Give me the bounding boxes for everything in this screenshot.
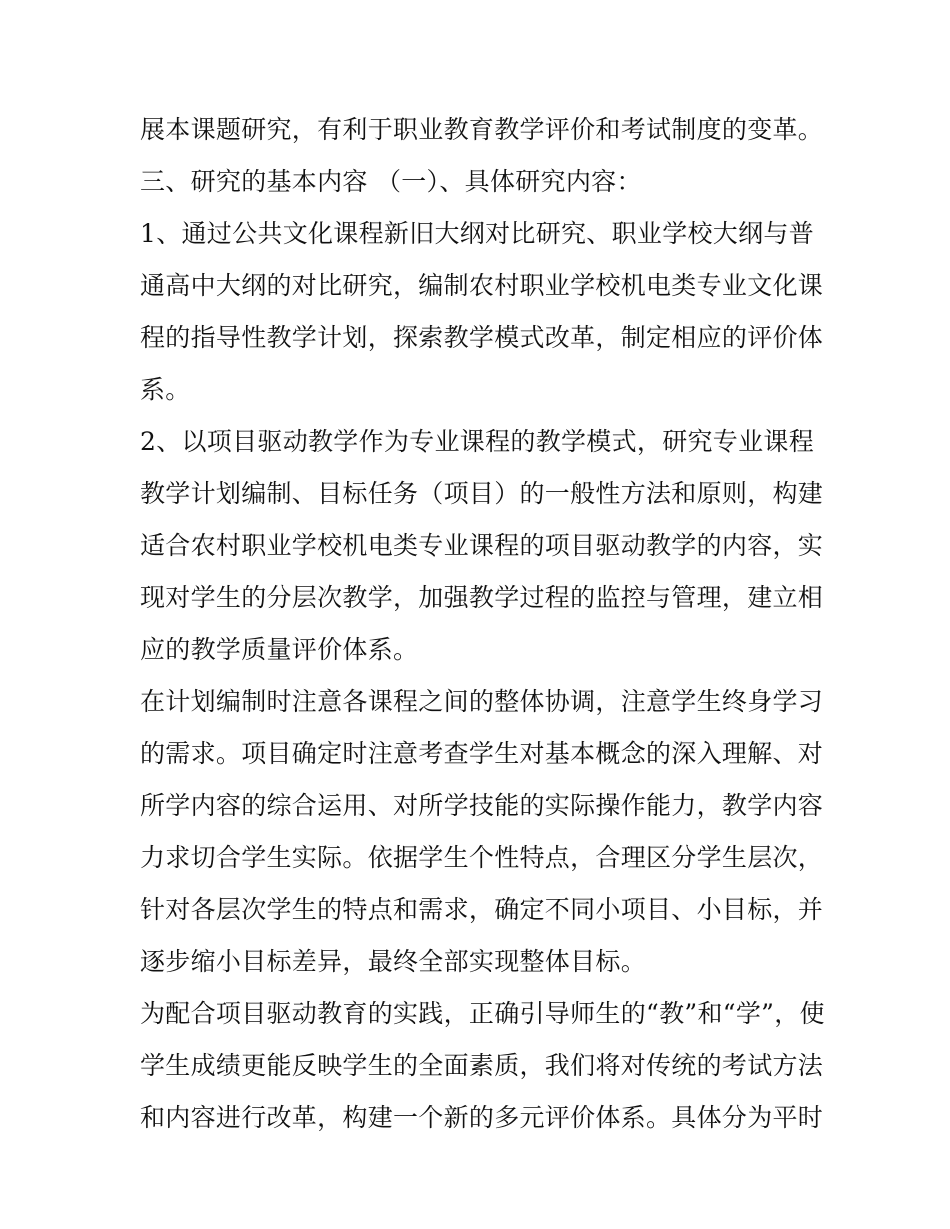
text-line-5: 程的指导性教学计划，探索教学模式改革，制定相应的评价体 [140,323,824,352]
text-line-13: 的需求。项目确定时注意考查学生对基本概念的深入理解、对 [140,739,824,768]
text-line-7: 2、以项目驱动教学作为专业课程的教学模式，研究专业课程 [140,427,815,456]
text-line-11: 应的教学质量评价体系。 [140,635,419,664]
text-line-19: 学生成绩更能反映学生的全面素质，我们将对传统的考试方法 [140,1051,824,1080]
text-line-14: 所学内容的综合运用、对所学技能的实际操作能力，教学内容 [140,791,824,820]
text-line-6: 系。 [140,375,191,404]
text-line-3: 1、通过公共文化课程新旧大纲对比研究、职业学校大纲与普 [140,219,815,248]
text-line-9: 适合农村职业学校机电类专业课程的项目驱动教学的内容，实 [140,531,824,560]
text-line-12: 在计划编制时注意各课程之间的整体协调，注意学生终身学习 [140,687,824,716]
text-line-18: 为配合项目驱动教育的实践，正确引导师生的“教”和“学”，使 [140,999,825,1028]
text-line-1: 展本课题研究，有利于职业教育教学评价和考试制度的变革。 [140,115,824,144]
body-text [140,104,825,1144]
text-line-17: 逐步缩小目标差异，最终全部实现整体目标。 [140,947,647,976]
text-line-16: 针对各层次学生的特点和需求，确定不同小项目、小目标，并 [140,895,824,924]
text-line-4: 通高中大纲的对比研究，编制农村职业学校机电类专业文化课 [140,271,824,300]
text-line-15: 力求切合学生实际。依据学生个性特点，合理区分学生层次， [140,843,824,872]
text-line-20: 和内容进行改革，构建一个新的多元评价体系。具体分为平时 [140,1103,824,1132]
text-line-2: 三、研究的基本内容 （一）、具体研究内容： [140,167,642,196]
text-line-10: 现对学生的分层次教学，加强教学过程的监控与管理，建立相 [140,583,824,612]
text-line-8: 教学计划编制、目标任务（项目）的一般性方法和原则，构建 [140,479,824,508]
